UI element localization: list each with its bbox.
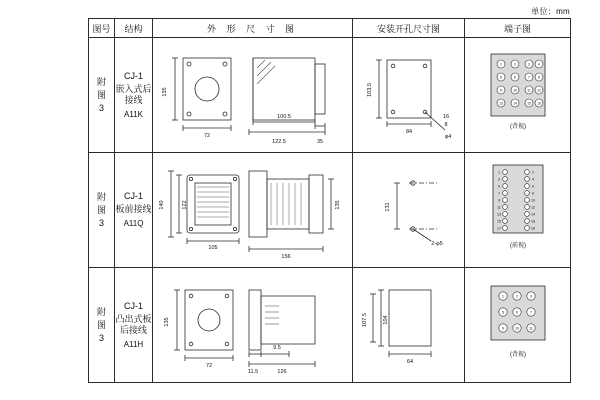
- row3-terminal-drawing: [465, 268, 571, 383]
- row3-fig-no-l2: 图: [96, 319, 106, 330]
- svg-text:5: 5: [500, 75, 502, 80]
- row1-dim-135: 135: [162, 87, 168, 97]
- table-row: [89, 38, 571, 153]
- header-outline-dims: 外 形 尺 寸 图: [153, 19, 353, 38]
- svg-text:15: 15: [497, 219, 501, 224]
- svg-text:1: 1: [498, 170, 500, 175]
- row1-hole-8: 8: [444, 122, 448, 128]
- svg-text:6: 6: [514, 75, 516, 80]
- svg-text:4: 4: [538, 62, 540, 67]
- row1-struct-title: CJ-1: [123, 70, 143, 81]
- row1-fig-no-l3: 3: [98, 102, 104, 113]
- svg-text:11: 11: [529, 326, 533, 331]
- svg-text:6: 6: [516, 310, 518, 315]
- row3-dim-126: 126: [277, 369, 287, 375]
- svg-text:3: 3: [530, 294, 532, 299]
- row2-terminal-caption: (前视): [510, 243, 526, 249]
- svg-text:16: 16: [537, 101, 541, 106]
- row1-terminal-drawing: [465, 38, 571, 153]
- row2-dim-105: 105: [208, 245, 218, 251]
- row3-hole-drawing: [353, 268, 465, 383]
- row2-dim-122: 122: [182, 200, 188, 210]
- svg-text:5: 5: [498, 184, 500, 189]
- svg-text:11: 11: [527, 88, 531, 93]
- svg-text:9: 9: [502, 326, 504, 331]
- svg-text:3: 3: [498, 177, 500, 182]
- row2-hole-drawing: [353, 153, 465, 268]
- row2-dim-140: 140: [159, 200, 165, 210]
- row3-hole-64: 64: [406, 359, 414, 365]
- svg-text:10: 10: [513, 88, 517, 93]
- row2-hole-131: 131: [385, 202, 391, 212]
- row1-fig-no-l2: 图: [96, 89, 106, 100]
- svg-text:7: 7: [528, 75, 530, 80]
- row2-fig-no-l1: 附: [96, 191, 106, 202]
- row1-hole-16: 16: [442, 114, 450, 120]
- row3-terminal-caption: (背视): [510, 352, 526, 358]
- svg-text:5: 5: [502, 310, 504, 315]
- table-row: [89, 268, 571, 383]
- row3-fig-no-l1: 附: [96, 306, 106, 317]
- svg-text:10: 10: [515, 326, 519, 331]
- row3-struct-desc: 凸出式板后接线: [115, 313, 152, 335]
- row1-fig-no-l1: 附: [96, 76, 106, 87]
- svg-text:12: 12: [531, 205, 535, 210]
- svg-text:17: 17: [497, 226, 501, 231]
- svg-text:15: 15: [527, 101, 531, 106]
- row1-hole-drawing: [353, 38, 465, 153]
- svg-text:11: 11: [497, 205, 501, 210]
- row1-hole-phi4: φ4: [444, 134, 452, 140]
- row1-outline-drawing: [153, 38, 353, 153]
- svg-text:1: 1: [500, 62, 502, 67]
- svg-text:14: 14: [513, 101, 517, 106]
- header-hole-dims: 安装开孔尺寸图: [353, 19, 465, 38]
- row1-hole-84: 84: [405, 129, 413, 135]
- row2-structure: [115, 153, 153, 268]
- svg-text:7: 7: [498, 191, 500, 196]
- row3-dim-9-5: 9.5: [273, 345, 281, 351]
- svg-text:13: 13: [497, 212, 501, 217]
- svg-text:13: 13: [499, 101, 503, 106]
- row1-terminal-caption: (背视): [510, 124, 526, 130]
- row2-struct-title: CJ-1: [123, 191, 143, 201]
- row3-dim-72: 72: [205, 363, 213, 369]
- row1-dim-100-5: 100.5: [277, 114, 291, 120]
- header-terminal: 端子图: [465, 19, 571, 38]
- row3-structure: [115, 268, 153, 383]
- svg-text:8: 8: [538, 75, 540, 80]
- unit-note: 单位：mm: [531, 7, 570, 16]
- row1-fig-no: [89, 38, 115, 153]
- row1-structure: [115, 38, 153, 153]
- row3-dim-135: 135: [164, 317, 170, 327]
- table-row: [89, 153, 571, 268]
- row2-struct-code: A11Q: [123, 219, 144, 228]
- row3-struct-title: CJ-1: [123, 300, 143, 311]
- svg-text:2: 2: [514, 62, 516, 67]
- row3-outline-drawing: [153, 268, 353, 383]
- row2-dim-135: 135: [335, 200, 341, 210]
- svg-text:16: 16: [531, 219, 535, 224]
- svg-text:9: 9: [500, 88, 502, 93]
- row1-struct-desc: 嵌入式后接线: [115, 83, 152, 105]
- svg-text:7: 7: [530, 310, 532, 315]
- row1-struct-code: A11K: [124, 109, 143, 119]
- row3-fig-no-l3: 3: [98, 332, 104, 343]
- svg-text:1: 1: [502, 294, 504, 299]
- row2-hole-2phi5: 2-φ5: [431, 241, 443, 247]
- row1-dim-122-5: 122.5: [272, 139, 286, 145]
- svg-text:10: 10: [531, 198, 535, 203]
- row1-dim-72: 72: [203, 133, 211, 139]
- svg-text:2: 2: [532, 170, 534, 175]
- svg-text:2: 2: [516, 294, 518, 299]
- table-header-row: [89, 19, 571, 38]
- row3-hole-104: 104: [383, 315, 389, 325]
- svg-text:12: 12: [537, 88, 541, 93]
- svg-text:9: 9: [498, 198, 500, 203]
- row1-dim-35: 35: [316, 139, 324, 145]
- row3-struct-code: A11H: [123, 339, 144, 349]
- spec-table: [88, 18, 571, 383]
- row2-fig-no-l2: 图: [96, 204, 106, 215]
- row2-fig-no: [89, 153, 115, 268]
- row3-hole-107-5: 107.5: [362, 313, 368, 327]
- header-fig-no: 图号: [89, 19, 115, 38]
- svg-text:18: 18: [531, 226, 535, 231]
- header-structure: 结构: [115, 19, 153, 38]
- row3-fig-no: [89, 268, 115, 383]
- row2-fig-no-l3: 3: [98, 217, 104, 228]
- row2-outline-drawing: [153, 153, 353, 268]
- svg-text:4: 4: [532, 177, 534, 182]
- row2-dim-156: 156: [281, 254, 291, 260]
- row1-hole-103-5: 103.5: [367, 83, 373, 97]
- svg-text:6: 6: [532, 184, 534, 189]
- svg-text:14: 14: [531, 212, 535, 217]
- row2-struct-desc: 板前接线: [115, 204, 152, 214]
- row3-dim-11-5: 11.5: [247, 369, 259, 375]
- row2-terminal-drawing: [465, 153, 571, 268]
- svg-text:8: 8: [532, 191, 534, 196]
- svg-text:3: 3: [528, 62, 530, 67]
